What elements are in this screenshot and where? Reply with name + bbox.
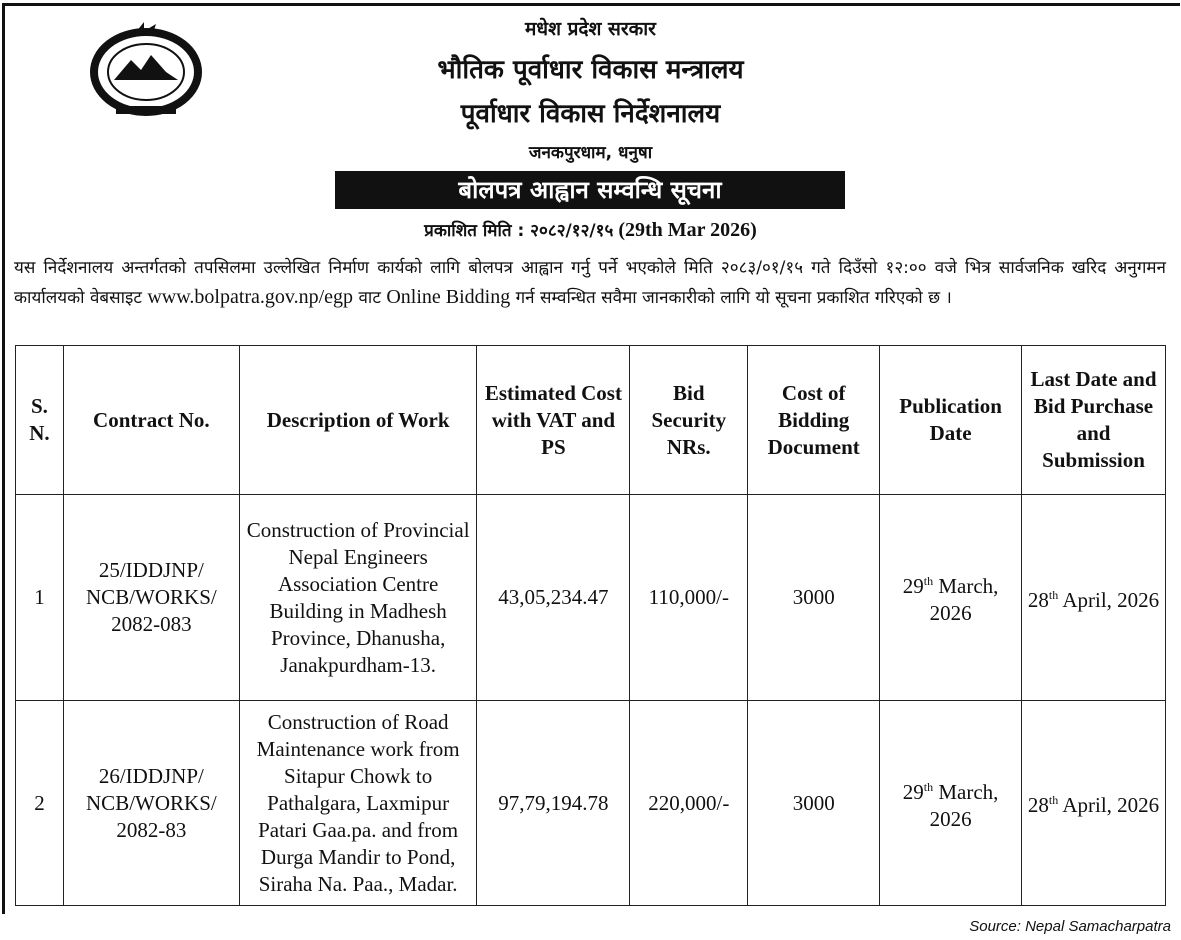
published-date-en: (29th Mar 2026) xyxy=(618,219,757,241)
header-security: Bid Security NRs. xyxy=(630,346,748,495)
header-sn: S. N. xyxy=(16,346,64,495)
directorate-name: पूर्वाधार विकास निर्देशनालय xyxy=(460,99,721,129)
intro-text-1: यस निर्देशनालय अन्तर्गतको तपसिलमा उल्लेखित निर्माण कार्यको लागि बोलपत्र आह्वान गर्नु पर्ने भएकोले मिति २०८३/०१/१५ गते दिउँसो १२:०० वजे भित्र सार्वजनिक खरिद अनुगमन कार्यालयको वेबसाइट xyxy=(14,258,1166,308)
header-contract: Contract No. xyxy=(63,346,239,495)
pub-rest: March, 2026 xyxy=(929,779,999,831)
cell-last-date: 28th April, 2026 xyxy=(1022,495,1166,701)
bid-table xyxy=(15,345,1166,906)
publication-date xyxy=(0,218,1181,242)
last-day: 28 xyxy=(1027,587,1049,612)
cell-pub-date: 29th March, 2026 xyxy=(880,495,1022,701)
table-row xyxy=(16,701,1166,906)
cell-sn: 1 xyxy=(16,495,64,701)
cell-description: Construction of Road Maintenance work from Sitapur Chowk to Pathalgara, Laxmipur Patari Gaa.pa. and from Durga Mandir to Pond, Siraha Na. Paa., Madar. xyxy=(239,701,477,906)
table-row xyxy=(16,495,1166,701)
ministry-name: भौतिक पूर्वाधार विकास मन्त्रालय xyxy=(437,55,744,85)
notice-title: बोलपत्र आह्वान सम्वन्धि सूचना xyxy=(335,171,845,209)
table-header-row xyxy=(16,346,1166,495)
header-doc-cost: Cost of Bidding Document xyxy=(748,346,880,495)
pub-day: 29 xyxy=(902,574,924,598)
intro-text-2: वाट xyxy=(358,288,381,308)
last-day: 28 xyxy=(1027,793,1049,817)
cell-cost: 97,79,194.78 xyxy=(477,701,630,906)
government-name: मधेश प्रदेश सरकार xyxy=(525,18,656,40)
cell-doc-cost: 3000 xyxy=(748,495,880,701)
cell-contract: 26/IDDJNP/ NCB/WORKS/ 2082-83 xyxy=(63,701,239,906)
cell-cost: 43,05,234.47 xyxy=(477,495,630,701)
published-label: प्रकाशित मिति : २०८२/१२/१५ xyxy=(424,221,614,241)
cell-security: 110,000/- xyxy=(630,495,748,701)
cell-sn: 2 xyxy=(16,701,64,906)
cell-last-date: 28th April, 2026 xyxy=(1022,701,1166,906)
cell-security: 220,000/- xyxy=(630,701,748,906)
header-last-date: Last Date and Bid Purchase and Submission xyxy=(1022,346,1166,495)
location: जनकपुरधाम, धनुषा xyxy=(528,143,653,163)
cell-doc-cost: 3000 xyxy=(748,701,880,906)
intro-text-3: गर्न सम्वन्धित सवैमा जानकारीको लागि यो सूचना प्रकाशित गरिएको छ । xyxy=(515,288,952,308)
header-description: Description of Work xyxy=(239,346,477,495)
last-rest: April, 2026 xyxy=(1058,793,1160,817)
pub-rest: March, 2026 xyxy=(929,574,999,625)
cell-description: Construction of Provincial Nepal Engineers Association Centre Building in Madhesh Province, Dhanusha, Janakpurdham-13. xyxy=(239,495,477,701)
online-bidding-text: Online Bidding xyxy=(386,286,511,308)
last-rest: April, 2026 xyxy=(1058,587,1160,612)
pub-day: 29 xyxy=(902,779,924,804)
cell-contract: 25/IDDJNP/ NCB/WORKS/ 2082-083 xyxy=(63,495,239,701)
intro-paragraph xyxy=(14,254,1166,313)
cell-pub-date: 29th March, 2026 xyxy=(880,701,1022,906)
source-credit: Source: Nepal Samacharpatra xyxy=(969,918,1171,935)
egp-url: www.bolpatra.gov.np/egp xyxy=(147,286,354,308)
header-pub-date: Publication Date xyxy=(880,346,1022,495)
header-cost: Estimated Cost with VAT and PS xyxy=(477,346,630,495)
